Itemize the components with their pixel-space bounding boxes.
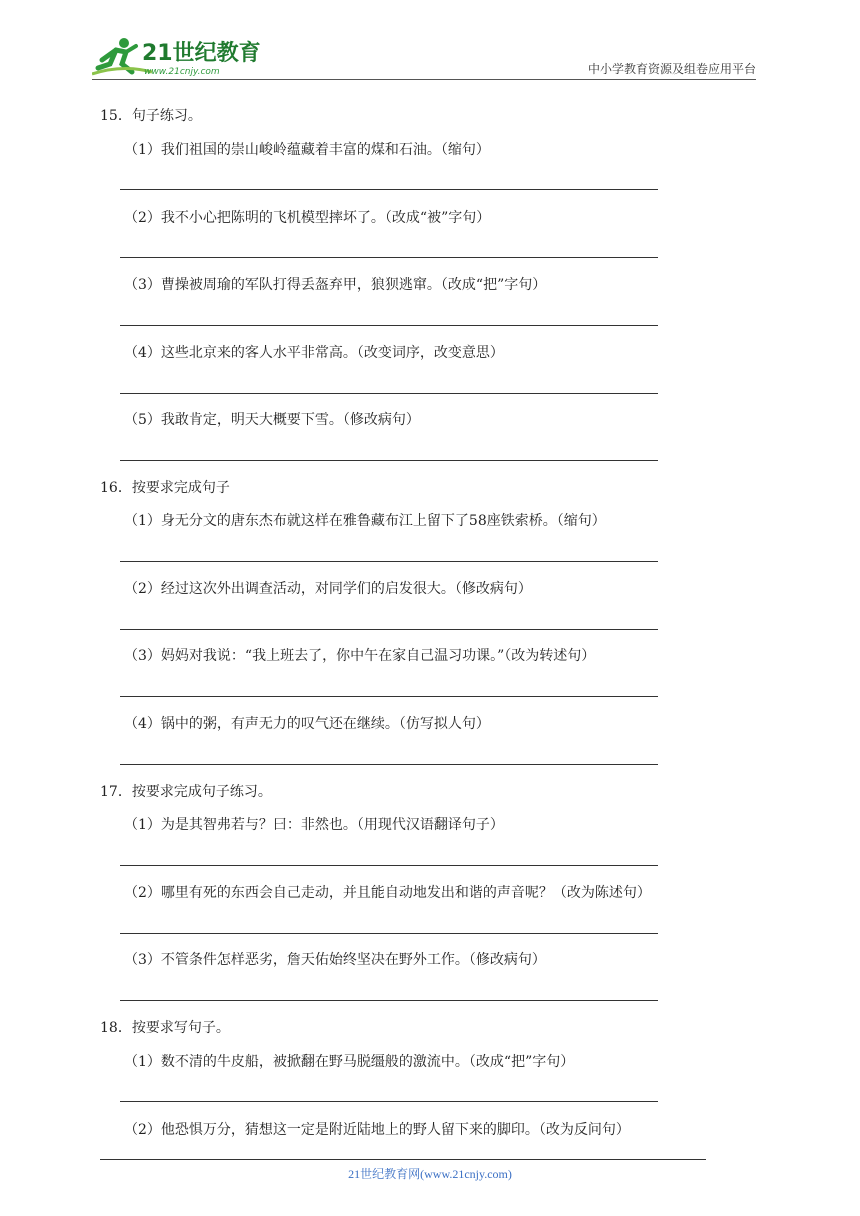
answer-line[interactable] xyxy=(120,393,658,394)
question-item: （2）经过这次外出调查活动，对同学们的启发很大。（修改病句） xyxy=(124,581,532,597)
footer-link[interactable]: 21世纪教育网(www.21cnjy.com) xyxy=(348,1167,512,1181)
question-item: （4）锅中的粥，有声无力的叹气还在继续。（仿写拟人句） xyxy=(124,716,490,732)
question-title: 15．句子练习。 xyxy=(100,108,202,124)
question-item: （5）我敢肯定，明天大概要下雪。（修改病句） xyxy=(124,412,420,428)
answer-line[interactable] xyxy=(120,1101,658,1102)
logo-url: www.21cnjy.com xyxy=(144,67,220,77)
answer-line[interactable] xyxy=(120,865,658,866)
question-item: （4）这些北京来的客人水平非常高。（改变词序，改变意思） xyxy=(124,345,504,361)
question-item: （1）为是其智弗若与？曰：非然也。（用现代汉语翻译句子） xyxy=(124,817,504,833)
answer-line[interactable] xyxy=(120,325,658,326)
question-title: 17．按要求完成句子练习。 xyxy=(100,784,272,800)
question-item: （2）哪里有死的东西会自己走动，并且能自动地发出和谐的声音呢？（改为陈述句） xyxy=(124,885,651,901)
question-item: （2）我不小心把陈明的飞机模型摔坏了。（改成“被”字句） xyxy=(124,210,491,226)
question-item: （1）数不清的牛皮船，被掀翻在野马脱缰般的激流中。（改成“把”字句） xyxy=(124,1054,575,1070)
footer-divider xyxy=(100,1159,706,1160)
answer-line[interactable] xyxy=(120,933,658,934)
answer-line[interactable] xyxy=(120,1000,658,1001)
question-item: （2）他恐惧万分，猜想这一定是附近陆地上的野人留下来的脚印。（改为反问句） xyxy=(124,1122,630,1138)
question-item: （1）身无分文的唐东杰布就这样在雅鲁藏布江上留下了58座铁索桥。（缩句） xyxy=(124,513,606,529)
answer-line[interactable] xyxy=(120,460,658,461)
platform-name: 中小学教育资源及组卷应用平台 xyxy=(587,62,756,76)
question-title: 16．按要求完成句子 xyxy=(100,480,230,496)
answer-line[interactable] xyxy=(120,257,658,258)
header-divider xyxy=(92,79,756,80)
question-title: 18．按要求写句子。 xyxy=(100,1020,230,1036)
answer-line[interactable] xyxy=(120,764,658,765)
logo-text: 21世纪教育 xyxy=(142,41,261,66)
question-item: （3）妈妈对我说：“我上班去了，你中午在家自己温习功课。”（改为转述句） xyxy=(124,648,596,664)
answer-line[interactable] xyxy=(120,629,658,630)
question-item: （3）曹操被周瑜的军队打得丢盔弃甲，狼狈逃窜。（改成“把”字句） xyxy=(124,277,547,293)
answer-line[interactable] xyxy=(120,696,658,697)
question-item: （3）不管条件怎样恶劣，詹天佑始终坚决在野外工作。（修改病句） xyxy=(124,952,546,968)
site-logo xyxy=(92,34,262,78)
answer-line[interactable] xyxy=(120,189,658,190)
question-item: （1）我们祖国的崇山峻岭蕴藏着丰富的煤和石油。（缩句） xyxy=(124,142,490,158)
answer-line[interactable] xyxy=(120,561,658,562)
